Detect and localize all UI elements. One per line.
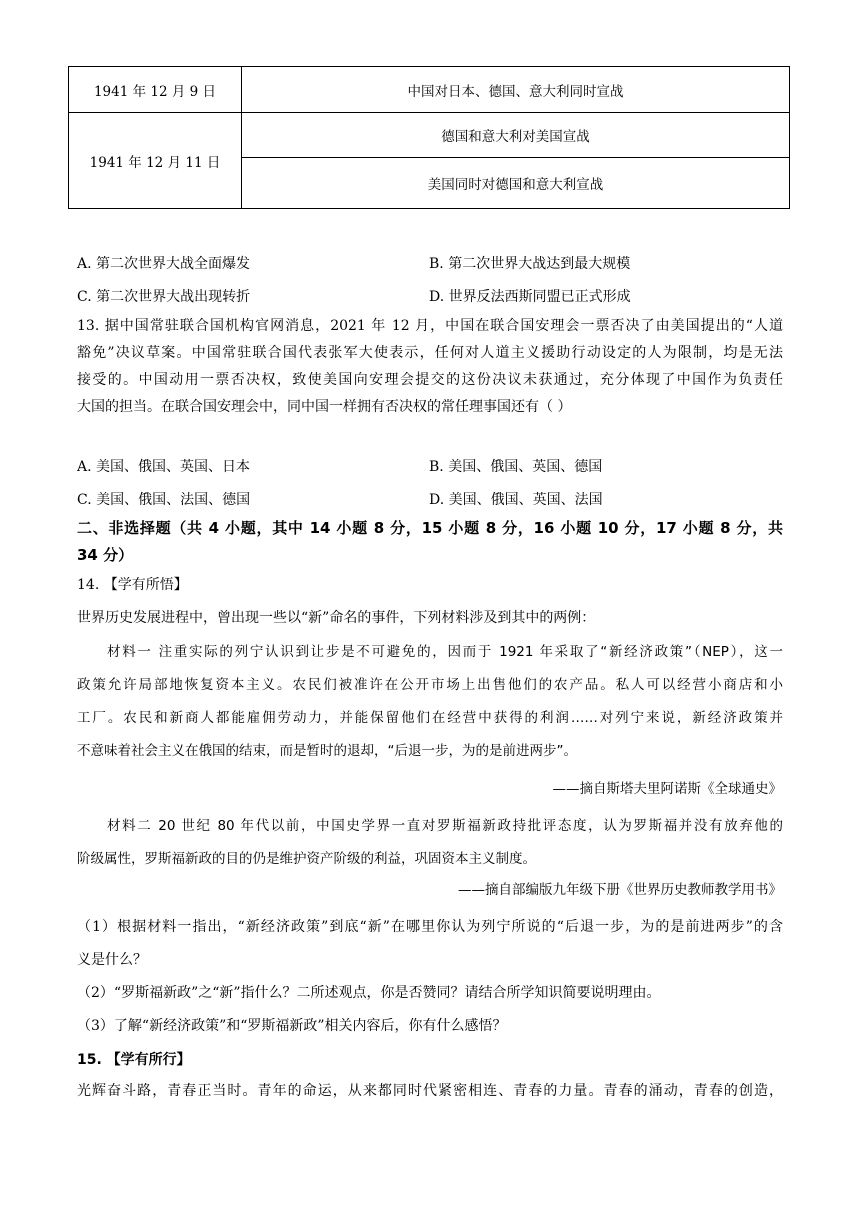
q13-line: 13. 据中国常驻联合国机构官网消息，2021 年 12 月，中国在联合国安理会一票否决了由美国提出的“人道 — [77, 318, 783, 334]
question-line: 义是什么？ — [77, 952, 147, 968]
q15-text — [77, 1078, 783, 1105]
q14-material-2 — [77, 810, 783, 876]
table-row — [69, 113, 790, 158]
section-heading-line: 二、非选择题（共 4 小题，其中 14 小题 8 分，15 小题 8 分，16 小题 10 分，17 小题 8 分，共 — [77, 519, 783, 537]
q13-line: 豁免”决议草案。中国常驻联合国代表张军大使表示，任何对人道主义援助行动设定的人为限制，均是无法 — [77, 345, 783, 361]
question-line: （1）根据材料一指出，“新经济政策”到底“新”在哪里你认为列宁所说的“后退一步，为的是前进两步”的含 — [77, 919, 783, 935]
section-heading-line: 34 分） — [77, 546, 134, 564]
material-line: 阶级属性，罗斯福新政的目的仍是维护资产阶级的利益，巩固资本主义制度。 — [77, 851, 536, 867]
q13-line: 大国的担当。在联合国安理会中，同中国一样拥有否决权的常任理事国还有（ ） — [77, 399, 572, 415]
q14-intro: 世界历史发展进程中，曾出现一些以“新”命名的事件，下列材料涉及到其中的两例： — [77, 610, 596, 626]
q12-option-b: B. 第二次世界大战达到最大规模 — [429, 256, 631, 272]
material-line: 不意味着社会主义在俄国的结束，而是暂时的退却，“后退一步，为的是前进两步”。 — [77, 743, 577, 759]
date-cell: 1941 年 12 月 9 日 — [69, 67, 242, 113]
q12-option-a: A. 第二次世界大战全面爆发 — [77, 256, 251, 272]
material-line: 政策允许局部地恢复资本主义。农民们被准许在公开市场上出售他们的农产品。私人可以经营小商店和小 — [77, 677, 783, 693]
q14-questions — [77, 911, 783, 1043]
q13-option-d: D. 美国、俄国、英国、法国 — [429, 492, 603, 508]
event-cell: 德国和意大利对美国宣战 — [242, 113, 790, 158]
q15-line: 光辉奋斗路，青春正当时。青年的命运，从来都同时代紧密相连、青春的力量。青春的涌动，青春的创造， — [77, 1083, 783, 1099]
question-line: （2）“罗斯福新政”之“新”指什么？二所述观点，你是否赞同？请结合所学知识简要说明理由。 — [77, 985, 661, 1001]
source-citation: ——摘自斯塔夫里阿诺斯《全球通史》 — [552, 781, 782, 797]
source-citation: ——摘自部编版九年级下册《世界历史教师教学用书》 — [458, 882, 782, 898]
event-cell: 美国同时对德国和意大利宣战 — [242, 158, 790, 209]
q13-stem — [77, 313, 783, 421]
q13-line: 接受的。中国动用一票否决权，致使美国向安理会提交的这份决议未获通过，充分体现了中国作为负责任 — [77, 372, 783, 388]
q13-option-b: B. 美国、俄国、英国、德国 — [429, 459, 603, 475]
date-cell: 1941 年 12 月 11 日 — [69, 113, 242, 209]
material-line: 材料二 20 世纪 80 年代以前，中国史学界一直对罗斯福新政持批评态度，认为罗斯福并没有放弃他的 — [107, 818, 783, 834]
q12-option-c: C. 第二次世界大战出现转折 — [77, 289, 251, 305]
table-row — [69, 67, 790, 113]
q13-option-c: C. 美国、俄国、法国、德国 — [77, 492, 251, 508]
q15-heading: 15. 【学有所行】 — [77, 1052, 191, 1068]
q14-material-1 — [77, 636, 783, 768]
material-line: 材料一 注重实际的列宁认识到让步是不可避免的，因而于 1921 年采取了“新经济政策”（NEP），这一 — [107, 644, 783, 660]
event-cell: 中国对日本、德国、意大利同时宣战 — [242, 67, 790, 113]
events-table — [68, 66, 790, 209]
q14-heading: 14. 【学有所悟】 — [77, 577, 188, 593]
q13-option-a: A. 美国、俄国、英国、日本 — [77, 459, 251, 475]
q12-option-d: D. 世界反法西斯同盟已正式形成 — [429, 289, 631, 305]
section-heading — [77, 515, 783, 569]
material-line: 工厂。农民和新商人都能雇佣劳动力，并能保留他们在经营中获得的利润……对列宁来说，新经济政策并 — [77, 710, 783, 726]
question-line: （3）了解“新经济政策”和“罗斯福新政”相关内容后，你有什么感悟？ — [77, 1018, 507, 1034]
